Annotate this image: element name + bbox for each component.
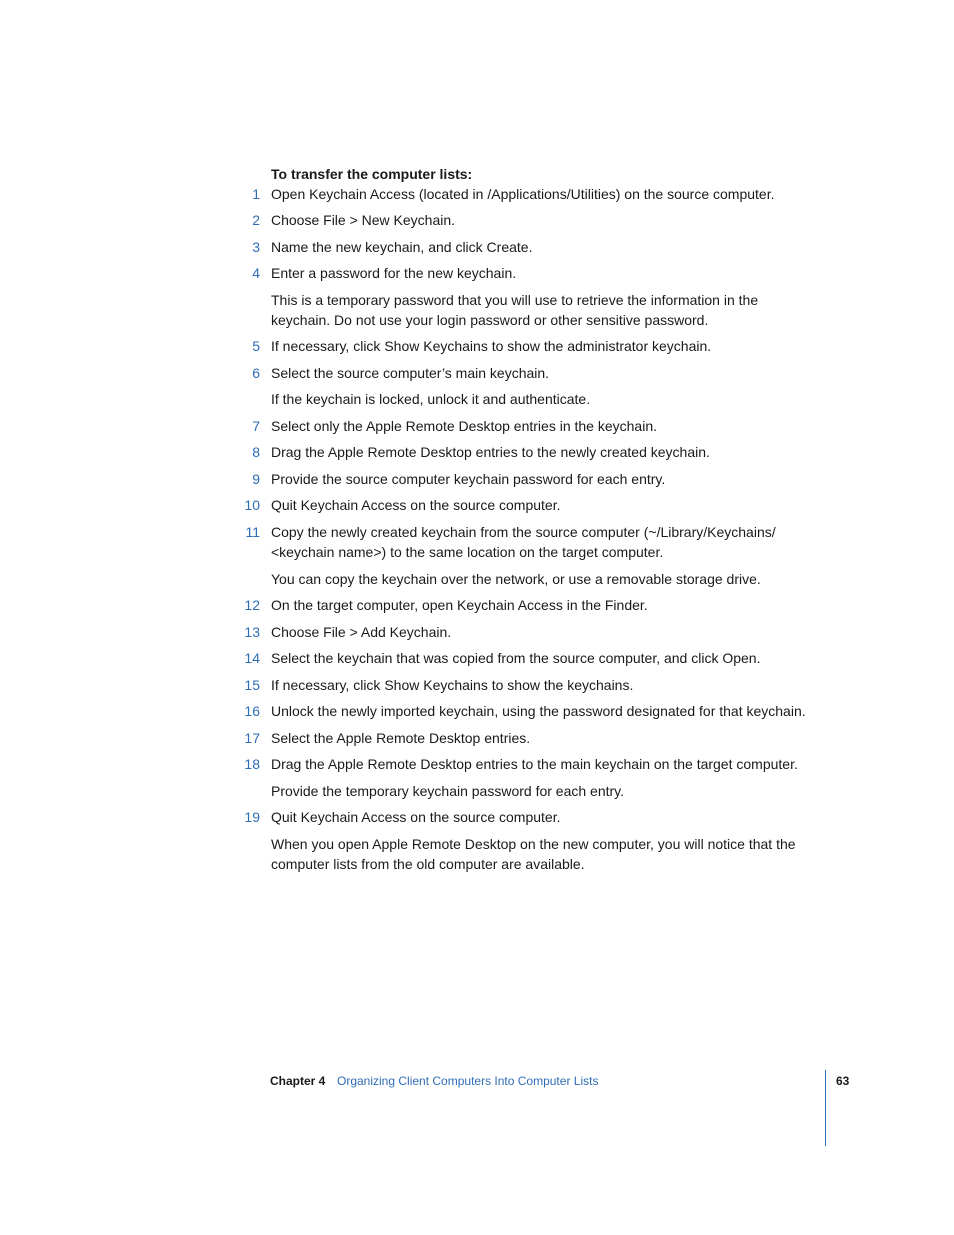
step-text: Quit Keychain Access on the source computer.: [271, 809, 561, 825]
step-text: This is a temporary password that you will use to retrieve the information in the keychain. Do not use your login password or other sensitive password.: [271, 292, 759, 328]
step-text: If necessary, click Show Keychains to show the administrator keychain.: [271, 338, 712, 354]
step-text: When you open Apple Remote Desktop on the new computer, you will notice that the computer lists from the old computer are available.: [271, 836, 796, 872]
step-number: 15: [244, 677, 260, 693]
step-text: Unlock the newly imported keychain, using the password designated for that keychain.: [271, 703, 806, 719]
footer-chapter-label: Chapter 4: [270, 1074, 326, 1088]
step-number: 17: [244, 730, 260, 746]
step-text: Name the new keychain, and click Create.: [271, 239, 533, 255]
step-text: You can copy the keychain over the network, or use a removable storage drive.: [271, 571, 761, 587]
page-number: 63: [836, 1074, 850, 1088]
step-number: 4: [252, 265, 260, 281]
step-text: Open Keychain Access (located in /Applications/Utilities) on the source computer.: [271, 186, 775, 202]
step-number: 11: [245, 524, 260, 540]
step-text: Provide the source computer keychain password for each entry.: [271, 471, 666, 487]
step-text: Select the Apple Remote Desktop entries.: [271, 730, 531, 746]
step-number: 3: [252, 239, 260, 255]
step-text: Copy the newly created keychain from the source computer (~/Library/Keychains/ <keychain name>) to the same location on the target computer.: [271, 524, 776, 560]
step-text: Choose File > New Keychain.: [271, 212, 456, 228]
step-number: 12: [244, 597, 260, 613]
step-text: Select only the Apple Remote Desktop entries in the keychain.: [271, 418, 657, 434]
step-number: 7: [252, 418, 260, 434]
step-text: Provide the temporary keychain password for each entry.: [271, 783, 625, 799]
step-text: On the target computer, open Keychain Access in the Finder.: [271, 597, 648, 613]
footer-chapter-title: Organizing Client Computers Into Computer Lists: [337, 1074, 599, 1088]
step-number: 5: [252, 338, 260, 354]
procedure-heading: To transfer the computer lists:: [271, 166, 473, 182]
step-number: 18: [244, 756, 260, 772]
step-number: 6: [252, 365, 260, 381]
step-text: Enter a password for the new keychain.: [271, 265, 517, 281]
step-number: 2: [252, 212, 260, 228]
step-text: Drag the Apple Remote Desktop entries to the newly created keychain.: [271, 444, 710, 460]
step-number: 14: [244, 650, 260, 666]
step-number: 13: [244, 624, 260, 640]
step-number: 1: [252, 186, 260, 202]
step-number: 19: [244, 809, 260, 825]
step-number: 9: [252, 471, 260, 487]
step-number: 16: [244, 703, 260, 719]
step-text: Quit Keychain Access on the source computer.: [271, 497, 561, 513]
step-text: Drag the Apple Remote Desktop entries to the main keychain on the target computer.: [271, 756, 798, 772]
step-text: If the keychain is locked, unlock it and authenticate.: [271, 391, 591, 407]
step-text: Choose File > Add Keychain.: [271, 624, 452, 640]
step-text: If necessary, click Show Keychains to show the keychains.: [271, 677, 634, 693]
step-text: Select the source computer’s main keychain.: [271, 365, 550, 381]
footer-divider: [825, 1070, 826, 1146]
step-number: 8: [252, 444, 260, 460]
step-text: Select the keychain that was copied from the source computer, and click Open.: [271, 650, 761, 666]
step-number: 10: [244, 497, 260, 513]
